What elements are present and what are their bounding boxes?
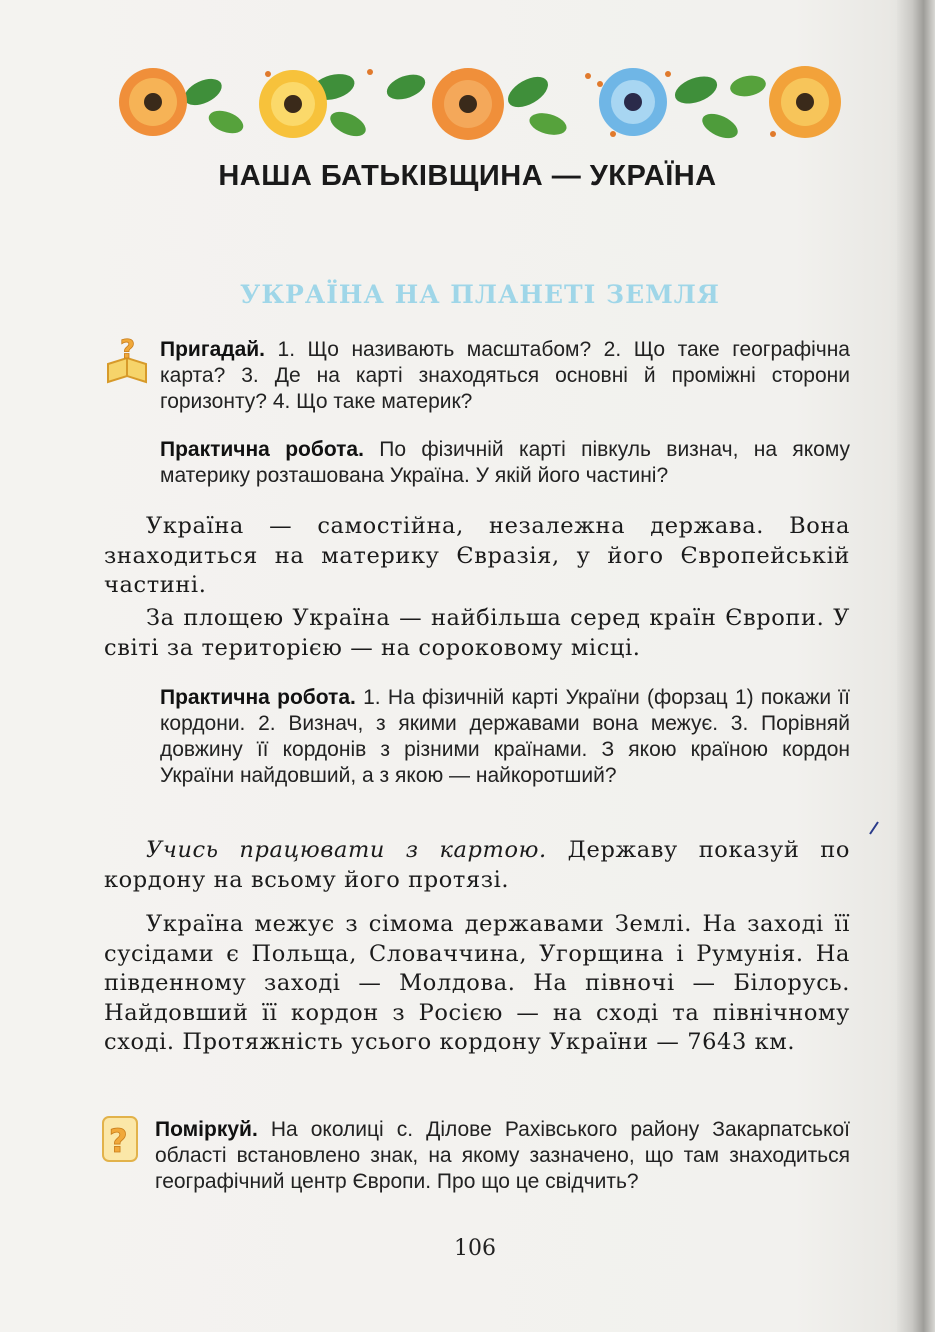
flower-orange-2 [432,68,504,140]
recall-text: 1. Що називають масштабом? 2. Що таке географічна карта? 3. Де на карті знаходяться основні й проміжні сторони горизонту? 4. Що таке материк? [160,338,850,413]
map-tip-italic: Учись працювати з картою. [146,837,547,863]
page-number: 106 [454,1236,496,1261]
practical-work-2 [160,685,850,789]
practical2-label: Практична робота. [160,686,356,709]
practical1-text: По фізичній карті півкуль визнач, на якому материку розташована Україна. У якій його частині? [160,438,850,487]
flower-orange-3 [769,66,841,138]
flower-orange-1 [119,68,187,136]
practical2-text: 1. На фізичній карті України (форзац 1) покажи її кордони. 2. Визнач, з якими державами вона межує. 3. Порівняй довжину її кордонів з різними країнами. З якою країною кордон України найдовший, а з якою — найкоротший? [160,686,850,787]
practical1-label: Практична робота. [160,438,364,461]
practical-work-1 [160,437,850,489]
flower-blue [599,68,667,136]
think-text: На околиці с. Ділове Рахівського району Закарпатської області встановлено знак, на якому зазначено, що там знаходиться географічний центр Європи. Про що це свідчить? [155,1118,850,1193]
flower-ornament [108,52,853,152]
recall-label: Пригадай. [160,338,266,361]
book-spine [897,0,935,1332]
question-mark-icon [100,1114,140,1164]
pen-mark [868,820,880,836]
flower-yellow-1 [259,70,327,138]
svg-text:?: ? [109,1122,128,1160]
unit-title: НАША БАТЬКІВЩИНА — УКРАЇНА [218,160,717,192]
paragraph-2: За площею Україна — найбільша серед країн Європи. У світі за територією — на сороковому місці. [104,605,850,661]
map-tip [104,836,850,895]
map-tip-text: Державу показуй по кордону на всьому його протязі. [104,837,850,893]
paragraph-1: Україна — самостійна, незалежна держава. Вона знаходиться на материку Євразія, у його Європейській частині. [104,513,850,598]
recall-block [160,337,850,415]
section-title: УКРАЇНА НА ПЛАНЕТІ ЗЕМЛЯ [240,280,720,309]
think-label: Поміркуй. [155,1118,258,1141]
book-question-icon [104,334,150,386]
think-block [155,1117,850,1195]
svg-text:?: ? [120,335,136,365]
neighbors-paragraph: Україна межує з сімома державами Землі. На заході її сусідами є Польща, Словаччина, Угорщина і Румунія. На південному заході — Молдова. На півночі — Білорусь. Найдовший її кордон з Росією — на сході та північному сході. Протяжність усього кордону України — 7643 км. [104,911,850,1055]
